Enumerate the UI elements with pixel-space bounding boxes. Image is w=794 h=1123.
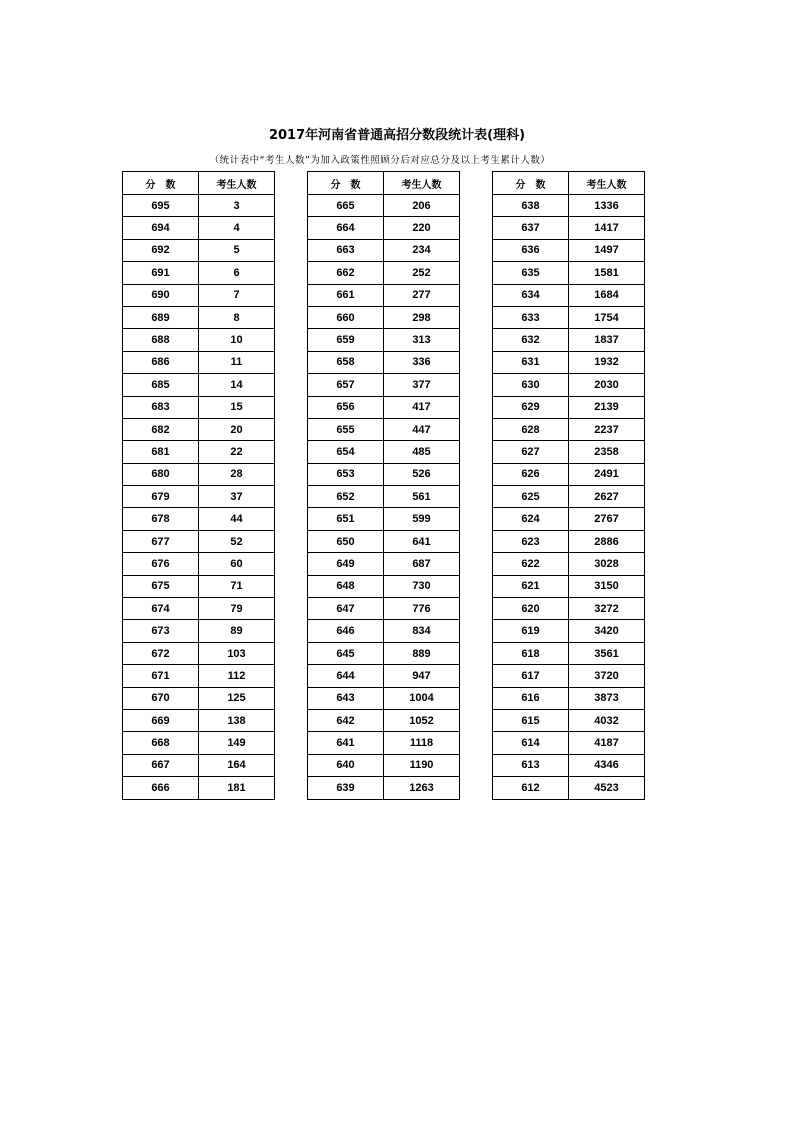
table-row (493, 508, 645, 530)
header-score: 分 数 (123, 172, 199, 195)
count-cell: 641 (384, 530, 460, 552)
count-cell: 15 (199, 396, 275, 418)
score-cell: 690 (123, 284, 199, 306)
table-row (493, 687, 645, 709)
score-cell: 650 (308, 530, 384, 552)
table-row (308, 306, 460, 328)
table-row (493, 530, 645, 552)
count-cell: 22 (199, 441, 275, 463)
count-cell: 834 (384, 620, 460, 642)
score-cell: 643 (308, 687, 384, 709)
table-row (123, 284, 275, 306)
table-header-row (493, 172, 645, 195)
table-row (123, 306, 275, 328)
table-row (493, 598, 645, 620)
score-cell: 656 (308, 396, 384, 418)
score-cell: 621 (493, 575, 569, 597)
table-header-row (308, 172, 460, 195)
table-row (123, 665, 275, 687)
score-cell: 672 (123, 642, 199, 664)
table-row (493, 665, 645, 687)
count-cell: 2139 (569, 396, 645, 418)
score-cell: 667 (123, 754, 199, 776)
count-cell: 28 (199, 463, 275, 485)
count-cell: 2237 (569, 418, 645, 440)
count-cell: 3 (199, 195, 275, 217)
score-cell: 652 (308, 486, 384, 508)
table-row (493, 396, 645, 418)
score-cell: 631 (493, 351, 569, 373)
header-count: 考生人数 (199, 172, 275, 195)
table-row (308, 463, 460, 485)
score-table-3 (492, 171, 645, 800)
table-row (493, 441, 645, 463)
count-cell: 2767 (569, 508, 645, 530)
score-cell: 632 (493, 329, 569, 351)
table-header-row (123, 172, 275, 195)
table-row (123, 642, 275, 664)
count-cell: 277 (384, 284, 460, 306)
page-subtitle: （统计表中“考生人数”为加入政策性照顾分后对应总分及以上考生累计人数） (209, 155, 551, 166)
table-row (493, 732, 645, 754)
table-row (308, 418, 460, 440)
table-row (123, 374, 275, 396)
count-cell: 3272 (569, 598, 645, 620)
score-cell: 629 (493, 396, 569, 418)
count-cell: 1263 (384, 777, 460, 799)
score-cell: 624 (493, 508, 569, 530)
table-row (308, 687, 460, 709)
count-cell: 377 (384, 374, 460, 396)
score-cell: 674 (123, 598, 199, 620)
score-cell: 664 (308, 217, 384, 239)
score-cell: 633 (493, 306, 569, 328)
table-row (308, 486, 460, 508)
score-cell: 620 (493, 598, 569, 620)
table-row (493, 329, 645, 351)
score-cell: 668 (123, 732, 199, 754)
table-row (493, 217, 645, 239)
count-cell: 220 (384, 217, 460, 239)
score-cell: 625 (493, 486, 569, 508)
score-cell: 623 (493, 530, 569, 552)
score-cell: 692 (123, 239, 199, 261)
table-row (123, 262, 275, 284)
count-cell: 336 (384, 351, 460, 373)
score-cell: 642 (308, 709, 384, 731)
score-cell: 627 (493, 441, 569, 463)
count-cell: 7 (199, 284, 275, 306)
count-cell: 1497 (569, 239, 645, 261)
count-cell: 1837 (569, 329, 645, 351)
table-row (123, 754, 275, 776)
table-row (493, 374, 645, 396)
table-row (123, 239, 275, 261)
count-cell: 164 (199, 754, 275, 776)
table-row (123, 732, 275, 754)
count-cell: 125 (199, 687, 275, 709)
count-cell: 4187 (569, 732, 645, 754)
count-cell: 1336 (569, 195, 645, 217)
score-cell: 646 (308, 620, 384, 642)
count-cell: 149 (199, 732, 275, 754)
score-cell: 626 (493, 463, 569, 485)
count-cell: 2491 (569, 463, 645, 485)
score-cell: 681 (123, 441, 199, 463)
score-cell: 654 (308, 441, 384, 463)
count-cell: 1754 (569, 306, 645, 328)
count-cell: 5 (199, 239, 275, 261)
header-count: 考生人数 (384, 172, 460, 195)
score-cell: 679 (123, 486, 199, 508)
count-cell: 252 (384, 262, 460, 284)
table-row (493, 642, 645, 664)
count-cell: 103 (199, 642, 275, 664)
count-cell: 1190 (384, 754, 460, 776)
table-row (308, 530, 460, 552)
count-cell: 4346 (569, 754, 645, 776)
count-cell: 1581 (569, 262, 645, 284)
count-cell: 687 (384, 553, 460, 575)
score-cell: 680 (123, 463, 199, 485)
table-row (123, 217, 275, 239)
table-row (493, 620, 645, 642)
count-cell: 2886 (569, 530, 645, 552)
count-cell: 417 (384, 396, 460, 418)
table-row (493, 463, 645, 485)
table-row (493, 262, 645, 284)
table-row (123, 598, 275, 620)
score-cell: 688 (123, 329, 199, 351)
table-row (123, 777, 275, 799)
score-cell: 658 (308, 351, 384, 373)
table-row (123, 687, 275, 709)
score-cell: 695 (123, 195, 199, 217)
table-row (308, 642, 460, 664)
count-cell: 37 (199, 486, 275, 508)
score-cell: 653 (308, 463, 384, 485)
count-cell: 3150 (569, 575, 645, 597)
count-cell: 112 (199, 665, 275, 687)
table-row (308, 239, 460, 261)
count-cell: 89 (199, 620, 275, 642)
header-count: 考生人数 (569, 172, 645, 195)
table-row (493, 754, 645, 776)
score-cell: 682 (123, 418, 199, 440)
count-cell: 4523 (569, 777, 645, 799)
score-cell: 636 (493, 239, 569, 261)
score-cell: 659 (308, 329, 384, 351)
table-row (493, 239, 645, 261)
count-cell: 1932 (569, 351, 645, 373)
table-row (308, 620, 460, 642)
score-cell: 671 (123, 665, 199, 687)
count-cell: 3561 (569, 642, 645, 664)
count-cell: 561 (384, 486, 460, 508)
count-cell: 447 (384, 418, 460, 440)
count-cell: 730 (384, 575, 460, 597)
table-row (123, 441, 275, 463)
score-cell: 622 (493, 553, 569, 575)
score-cell: 616 (493, 687, 569, 709)
score-cell: 651 (308, 508, 384, 530)
count-cell: 313 (384, 329, 460, 351)
table-row (123, 620, 275, 642)
table-row (493, 306, 645, 328)
table-row (308, 284, 460, 306)
count-cell: 206 (384, 195, 460, 217)
score-cell: 663 (308, 239, 384, 261)
count-cell: 4032 (569, 709, 645, 731)
table-row (493, 351, 645, 373)
score-cell: 655 (308, 418, 384, 440)
count-cell: 3720 (569, 665, 645, 687)
table-row (123, 329, 275, 351)
score-cell: 635 (493, 262, 569, 284)
score-cell: 691 (123, 262, 199, 284)
count-cell: 181 (199, 777, 275, 799)
table-row (123, 396, 275, 418)
count-cell: 60 (199, 553, 275, 575)
count-cell: 14 (199, 374, 275, 396)
count-cell: 234 (384, 239, 460, 261)
score-cell: 669 (123, 709, 199, 731)
table-row (493, 284, 645, 306)
score-cell: 673 (123, 620, 199, 642)
score-cell: 670 (123, 687, 199, 709)
count-cell: 3028 (569, 553, 645, 575)
count-cell: 599 (384, 508, 460, 530)
score-cell: 613 (493, 754, 569, 776)
score-cell: 630 (493, 374, 569, 396)
score-cell: 660 (308, 306, 384, 328)
score-cell: 648 (308, 575, 384, 597)
table-row (308, 553, 460, 575)
table-row (123, 508, 275, 530)
table-row (308, 396, 460, 418)
score-cell: 676 (123, 553, 199, 575)
table-row (123, 351, 275, 373)
count-cell: 8 (199, 306, 275, 328)
table-row (123, 418, 275, 440)
table-row (493, 777, 645, 799)
score-cell: 628 (493, 418, 569, 440)
header-score: 分 数 (493, 172, 569, 195)
table-row (493, 418, 645, 440)
table-row (493, 195, 645, 217)
table-row (308, 754, 460, 776)
score-cell: 675 (123, 575, 199, 597)
count-cell: 79 (199, 598, 275, 620)
page-title: 2017年河南省普通高招分数段统计表(理科) (268, 128, 526, 143)
score-cell: 662 (308, 262, 384, 284)
table-row (493, 575, 645, 597)
table-row (308, 374, 460, 396)
table-row (493, 553, 645, 575)
count-cell: 11 (199, 351, 275, 373)
score-cell: 677 (123, 530, 199, 552)
table-row (123, 195, 275, 217)
score-cell: 644 (308, 665, 384, 687)
score-cell: 689 (123, 306, 199, 328)
count-cell: 298 (384, 306, 460, 328)
table-row (308, 351, 460, 373)
score-cell: 638 (493, 195, 569, 217)
table-row (308, 709, 460, 731)
count-cell: 889 (384, 642, 460, 664)
score-cell: 641 (308, 732, 384, 754)
table-row (308, 262, 460, 284)
table-row (123, 486, 275, 508)
count-cell: 20 (199, 418, 275, 440)
table-row (123, 709, 275, 731)
count-cell: 71 (199, 575, 275, 597)
score-cell: 614 (493, 732, 569, 754)
table-row (308, 665, 460, 687)
count-cell: 1417 (569, 217, 645, 239)
score-table-2 (307, 171, 460, 800)
score-cell: 647 (308, 598, 384, 620)
score-cell: 657 (308, 374, 384, 396)
score-cell: 685 (123, 374, 199, 396)
count-cell: 526 (384, 463, 460, 485)
count-cell: 485 (384, 441, 460, 463)
table-row (493, 486, 645, 508)
table-row (308, 217, 460, 239)
count-cell: 2030 (569, 374, 645, 396)
score-table-1 (122, 171, 275, 800)
score-cell: 665 (308, 195, 384, 217)
score-cell: 619 (493, 620, 569, 642)
count-cell: 6 (199, 262, 275, 284)
count-cell: 1684 (569, 284, 645, 306)
count-cell: 3873 (569, 687, 645, 709)
table-row (308, 441, 460, 463)
score-cell: 666 (123, 777, 199, 799)
score-cell: 683 (123, 396, 199, 418)
table-row (308, 508, 460, 530)
count-cell: 3420 (569, 620, 645, 642)
count-cell: 52 (199, 530, 275, 552)
table-row (308, 195, 460, 217)
table-row (308, 575, 460, 597)
score-cell: 686 (123, 351, 199, 373)
header-score: 分 数 (308, 172, 384, 195)
score-cell: 640 (308, 754, 384, 776)
score-cell: 617 (493, 665, 569, 687)
count-cell: 1118 (384, 732, 460, 754)
score-cell: 637 (493, 217, 569, 239)
count-cell: 10 (199, 329, 275, 351)
count-cell: 4 (199, 217, 275, 239)
score-cell: 618 (493, 642, 569, 664)
score-cell: 645 (308, 642, 384, 664)
table-row (308, 777, 460, 799)
table-row (308, 329, 460, 351)
table-row (308, 732, 460, 754)
score-cell: 639 (308, 777, 384, 799)
table-row (123, 530, 275, 552)
score-cell: 694 (123, 217, 199, 239)
table-row (493, 709, 645, 731)
score-cell: 612 (493, 777, 569, 799)
score-cell: 634 (493, 284, 569, 306)
score-cell: 615 (493, 709, 569, 731)
score-cell: 649 (308, 553, 384, 575)
table-row (123, 575, 275, 597)
count-cell: 138 (199, 709, 275, 731)
table-row (123, 553, 275, 575)
count-cell: 44 (199, 508, 275, 530)
score-cell: 661 (308, 284, 384, 306)
count-cell: 2358 (569, 441, 645, 463)
table-row (308, 598, 460, 620)
count-cell: 1052 (384, 709, 460, 731)
score-cell: 678 (123, 508, 199, 530)
count-cell: 776 (384, 598, 460, 620)
count-cell: 1004 (384, 687, 460, 709)
count-cell: 2627 (569, 486, 645, 508)
table-row (123, 463, 275, 485)
count-cell: 947 (384, 665, 460, 687)
